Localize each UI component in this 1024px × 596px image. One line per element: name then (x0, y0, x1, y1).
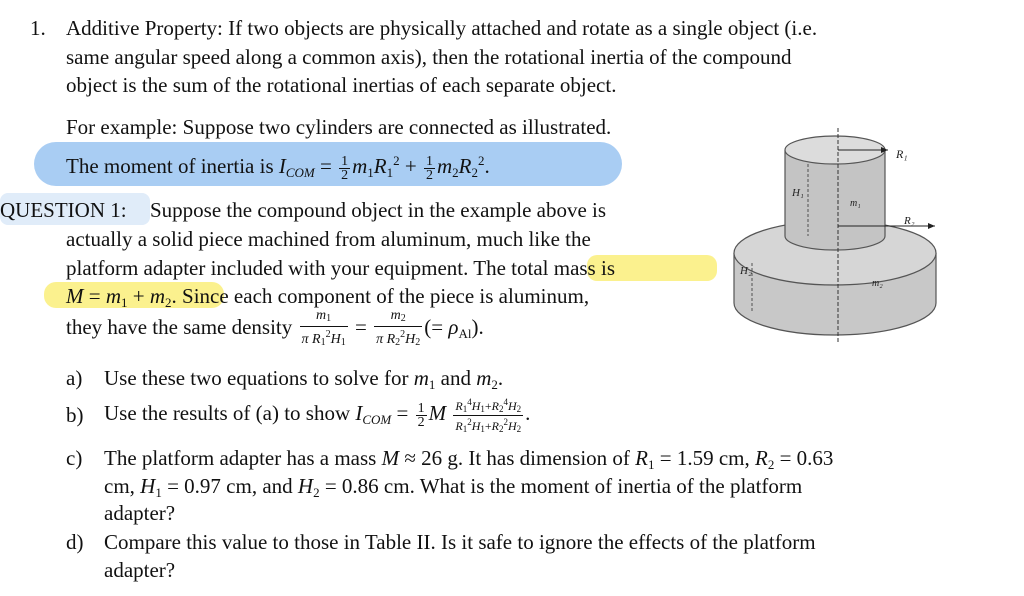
question-line5: they have the same density $\frac{m_1}{\pi R_1^2H_1}$ = $\frac{m_2}{\pi R_2^2H_2}$ (= $\rho_{Al}$). (66, 308, 484, 348)
part-c-text1: The platform adapter has a mass (104, 446, 377, 470)
total-mass-text: total mass is (511, 256, 615, 280)
part-b-text: Use the results of (a) to show (104, 401, 351, 425)
label-R2: R₂ (904, 215, 915, 227)
value-R1: 1.59 (676, 446, 714, 470)
label-R1: R₁ (896, 147, 908, 161)
part-b-label: b) (66, 403, 84, 427)
part-a: Use these two equations to solve for $m_1$ and $m_2$. (104, 366, 504, 392)
question-line2: actually a solid piece machined from aluminum, much like the (66, 227, 591, 251)
item1-line2: same angular speed along a common axis), then the rotational inertia of the compound (66, 45, 792, 69)
part-a-label: a) (66, 366, 83, 390)
value-R2: 0.63 (796, 446, 834, 470)
label-H2: H₂ (740, 265, 752, 277)
question-line4-text: . Since each component of the piece is aluminum, (171, 284, 590, 308)
item-number: 1. (30, 16, 46, 40)
item1-line3: object is the sum of the rotational inertias of each separate object. (66, 73, 617, 97)
part-b: Use the results of (a) to show $I_{COM}$ = $\frac{1}{2}$ M $\frac{R_1^4H_1+R_2^4H_2}{R_1^2H_1+R_2^2H_2}$ . (104, 396, 531, 434)
cylinder-diagram (730, 128, 940, 368)
label-m2: m₂ (872, 278, 883, 289)
part-d-label: d) (66, 530, 84, 554)
question-line3 (66, 254, 615, 282)
label-H1: H₁ (792, 187, 804, 199)
part-c-text2c: cm. What is the moment of inertia of the platform (383, 474, 803, 498)
part-c-text2: cm, (104, 474, 135, 498)
moment-of-inertia-equation: The moment of inertia is $I_{COM}$ = $\frac{1}{2}$ $m_1R_1^2$ + $\frac{1}{2}$ $m_2R_2^2$. (66, 153, 490, 183)
part-d-line1: Compare this value to those in Table II. Is it safe to ignore the effects of the platform (104, 530, 816, 554)
part-c-line3: adapter? (104, 501, 176, 525)
part-c-line1: The platform adapter has a mass M ≈ 26 g. It has dimension of $R_1 = 1.59$ cm, $R_2 = 0.63$ (104, 446, 834, 472)
part-d-line2: adapter? (104, 558, 176, 582)
question-label: QUESTION 1: (0, 198, 127, 222)
moi-text: The moment of inertia is (66, 154, 274, 178)
example-line1: For example: Suppose two cylinders are connected as illustrated. (66, 115, 612, 139)
part-c-text1b: 26 g. It has dimension of (421, 446, 630, 470)
question-line3-text: platform adapter included with your equipment. The (66, 256, 506, 280)
label-m1: m₁ (850, 198, 861, 209)
question-line4: $M = m_1 + m_2$. Since each component of the piece is aluminum, (66, 284, 590, 310)
part-c-line2: cm, $H_1 = 0.97$ cm, and $H_2 = 0.86$ cm. What is the moment of inertia of the platform (104, 474, 803, 500)
part-c-text2b: cm, and (226, 474, 293, 498)
item1-line1: Additive Property: If two objects are physically attached and rotate as a single object (i.e. (66, 16, 818, 40)
part-c-label: c) (66, 446, 83, 470)
question-line1: Suppose the compound object in the example above is (150, 198, 607, 222)
value-H1: 0.97 (184, 474, 221, 498)
density-text: they have the same density (66, 314, 293, 339)
part-a-text: Use these two equations to solve for (104, 366, 409, 390)
value-H2: 0.86 (341, 474, 379, 498)
